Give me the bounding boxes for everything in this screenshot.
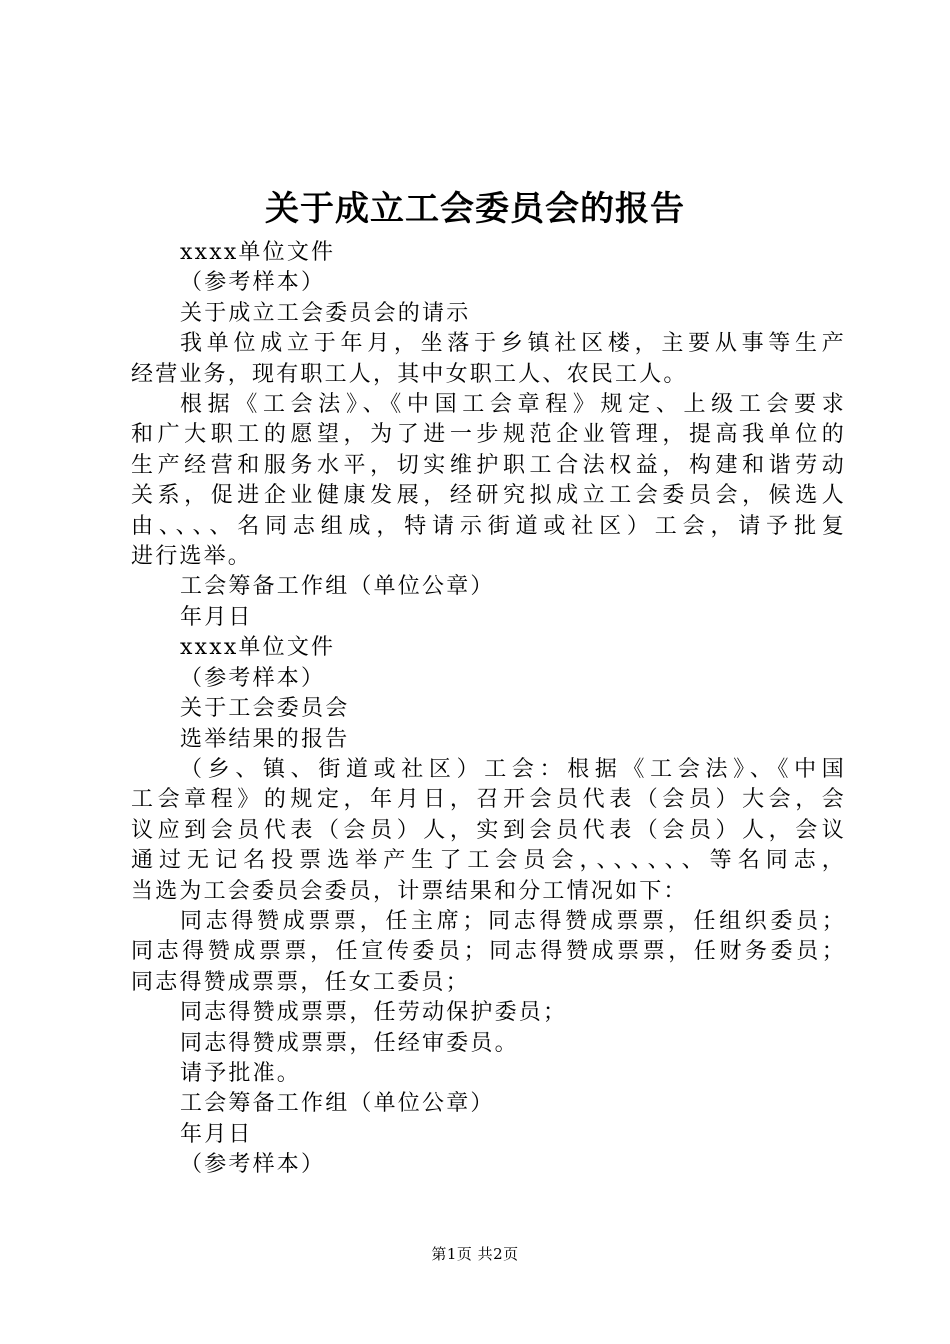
text-line: 年月日 <box>180 604 253 630</box>
text-line: 我单位成立于年月，坐落于乡镇社区楼，主要从事等生产 <box>180 331 846 357</box>
text-line: 年月日 <box>180 1121 253 1147</box>
text-line: （参考样本） <box>180 1152 326 1178</box>
text-line: 根据《工会法》、《中国工会章程》规定、上级工会要求 <box>180 392 846 418</box>
text-line: 工会章程》的规定，年月日，召开会员代表（会员）大会，会 <box>131 787 846 813</box>
text-line: xxxx单位文件 <box>180 240 336 265</box>
text-line: 由、、、、名同志组成，特请示街道或社区）工会，请予批复 <box>131 513 846 539</box>
text-line: 和广大职工的愿望，为了进一步规范企业管理，提高我单位的 <box>131 422 846 448</box>
page-footer: 第1页 共2页 <box>431 1245 519 1263</box>
text-line: 工会筹备工作组（单位公章） <box>180 574 495 600</box>
text-line: 通过无记名投票选举产生了工会员会，、、、、、、等名同志， <box>131 848 846 874</box>
text-line: 生产经营和服务水平，切实维护职工合法权益，构建和谐劳动 <box>131 452 846 478</box>
text-line: 工会筹备工作组（单位公章） <box>180 1091 495 1117</box>
text-line: 关于工会委员会 <box>180 696 350 722</box>
text-line: 同志得赞成票票，任主席；同志得赞成票票，任组织委员； <box>180 908 846 934</box>
text-line: 同志得赞成票票，任宣传委员；同志得赞成票票，任财务委员； <box>131 939 846 965</box>
text-line: 议应到会员代表（会员）人，实到会员代表（会员）人，会议 <box>131 817 846 843</box>
text-line: xxxx单位文件 <box>180 635 336 661</box>
text-line: 进行选举。 <box>131 544 253 570</box>
text-line: （乡、镇、街道或社区）工会：根据《工会法》、《中国 <box>180 756 846 782</box>
text-line: 同志得赞成票票，任经审委员。 <box>180 1030 519 1056</box>
text-line: 关系，促进企业健康发展，经研究拟成立工会委员会，候选人 <box>131 483 846 509</box>
text-line: 关于成立工会委员会的请示 <box>180 300 471 326</box>
document-body <box>131 238 846 1181</box>
text-line: （参考样本） <box>180 270 326 296</box>
text-line: 同志得赞成票票，任劳动保护委员； <box>180 1000 568 1026</box>
text-line: 选举结果的报告 <box>180 726 350 752</box>
text-line: 请予批准。 <box>180 1060 302 1086</box>
text-line: 当选为工会委员会委员，计票结果和分工情况如下： <box>131 878 688 904</box>
text-line: 经营业务，现有职工人，其中女职工人、农民工人。 <box>131 361 688 387</box>
text-line: （参考样本） <box>180 665 326 691</box>
document-title: 关于成立工会委员会的报告 <box>265 189 685 229</box>
text-line: 同志得赞成票票，任女工委员； <box>131 969 470 995</box>
